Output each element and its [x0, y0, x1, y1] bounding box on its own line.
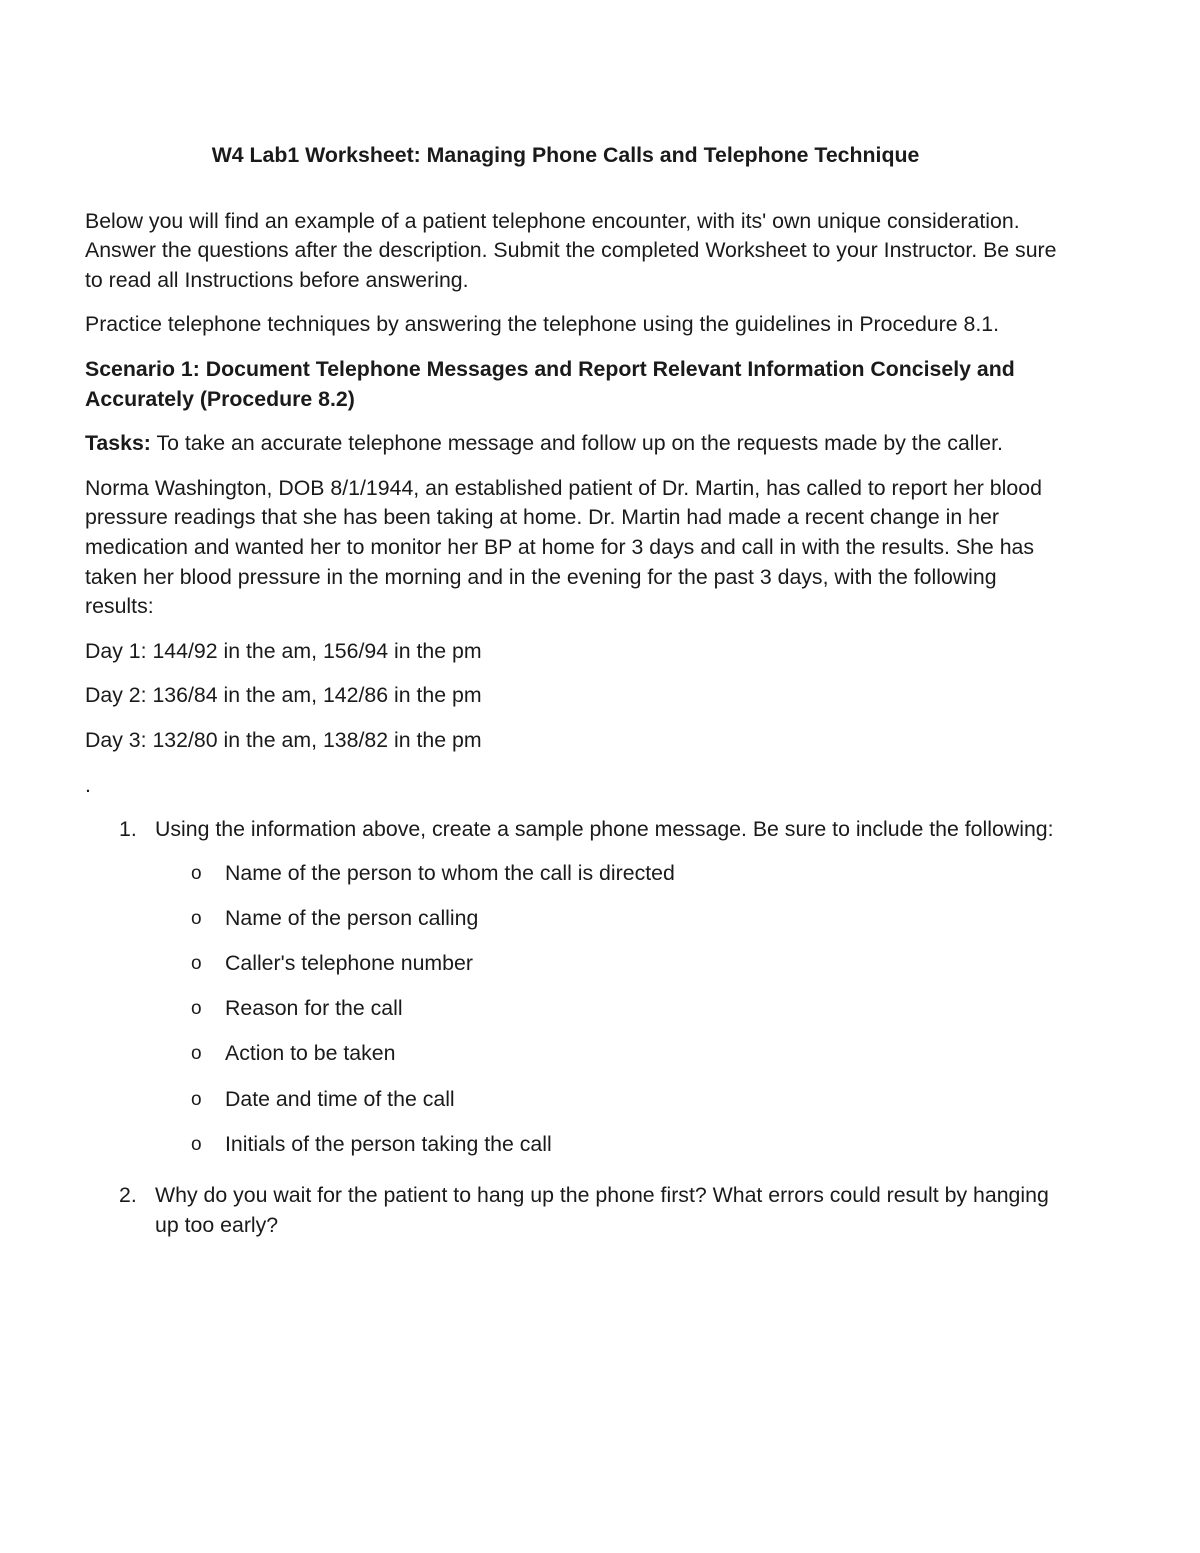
circle-bullet-icon: o	[191, 998, 202, 1020]
message-checklist	[155, 859, 1070, 1159]
list-item-text: Date and time of the call	[225, 1086, 455, 1111]
case-paragraph: Norma Washington, DOB 8/1/1944, an established patient of Dr. Martin, has called to report her blood pressure readings that she has been taking at home. Dr. Martin had made a recent change in her medication and wanted her to monitor her BP at home for 3 days and call in with the results. She has taken her blood pressure in the morning and in the evening for the past 3 days, with the following results:	[85, 475, 1042, 619]
list-item-text: Name of the person to whom the call is directed	[225, 861, 675, 886]
worksheet-title: W4 Lab1 Worksheet: Managing Phone Calls and Telephone Technique	[211, 143, 920, 167]
list-item-text: Name of the person calling	[225, 906, 479, 931]
list-item	[155, 904, 1070, 934]
tasks-text: To take an accurate telephone message and follow up on the requests made by the caller.	[150, 431, 1003, 456]
document-body	[85, 141, 1070, 1262]
scenario-heading: Scenario 1: Document Telephone Messages and Report Relevant Information Concisely and Accurately (Procedure 8.2)	[85, 356, 1015, 411]
tasks-paragraph	[85, 429, 1070, 459]
question-number: 1.	[119, 816, 137, 841]
question-1	[85, 815, 1070, 1160]
question-number: 2.	[119, 1183, 137, 1208]
list-item	[155, 1130, 1070, 1160]
list-item-text: Action to be taken	[225, 1041, 396, 1066]
list-item-text: Reason for the call	[225, 996, 403, 1021]
list-item	[155, 1039, 1070, 1069]
circle-bullet-icon: o	[191, 953, 202, 975]
question-list	[85, 815, 1070, 1241]
circle-bullet-icon: o	[191, 1043, 202, 1065]
circle-bullet-icon: o	[191, 908, 202, 930]
list-item	[155, 994, 1070, 1024]
practice-paragraph: Practice telephone techniques by answering the telephone using the guidelines in Procedure 8.1.	[85, 312, 1000, 337]
intro-paragraph: Below you will find an example of a patient telephone encounter, with its' own unique consideration. Answer the questions after the description. Submit the completed Worksheet to your Instructor. Be sure to read all Instructions before answering.	[85, 208, 1057, 292]
question-text: Why do you wait for the patient to hang up the phone first? What errors could result by hanging up too early?	[155, 1183, 1049, 1237]
stray-period: .	[85, 772, 91, 797]
list-item	[155, 1085, 1070, 1115]
list-item-text: Initials of the person taking the call	[225, 1131, 552, 1156]
question-2	[85, 1181, 1070, 1240]
question-text: Using the information above, create a sample phone message. Be sure to include the following:	[155, 816, 1054, 841]
tasks-label: Tasks:	[85, 431, 151, 456]
circle-bullet-icon: o	[191, 1133, 202, 1155]
list-item	[155, 949, 1070, 979]
reading-day-2: Day 2: 136/84 in the am, 142/86 in the pm	[85, 683, 482, 708]
circle-bullet-icon: o	[191, 863, 202, 885]
list-item-text: Caller's telephone number	[225, 951, 473, 976]
reading-day-1: Day 1: 144/92 in the am, 156/94 in the pm	[85, 638, 482, 663]
list-item	[155, 859, 1070, 889]
circle-bullet-icon: o	[191, 1088, 202, 1110]
reading-day-3: Day 3: 132/80 in the am, 138/82 in the pm	[85, 727, 482, 752]
